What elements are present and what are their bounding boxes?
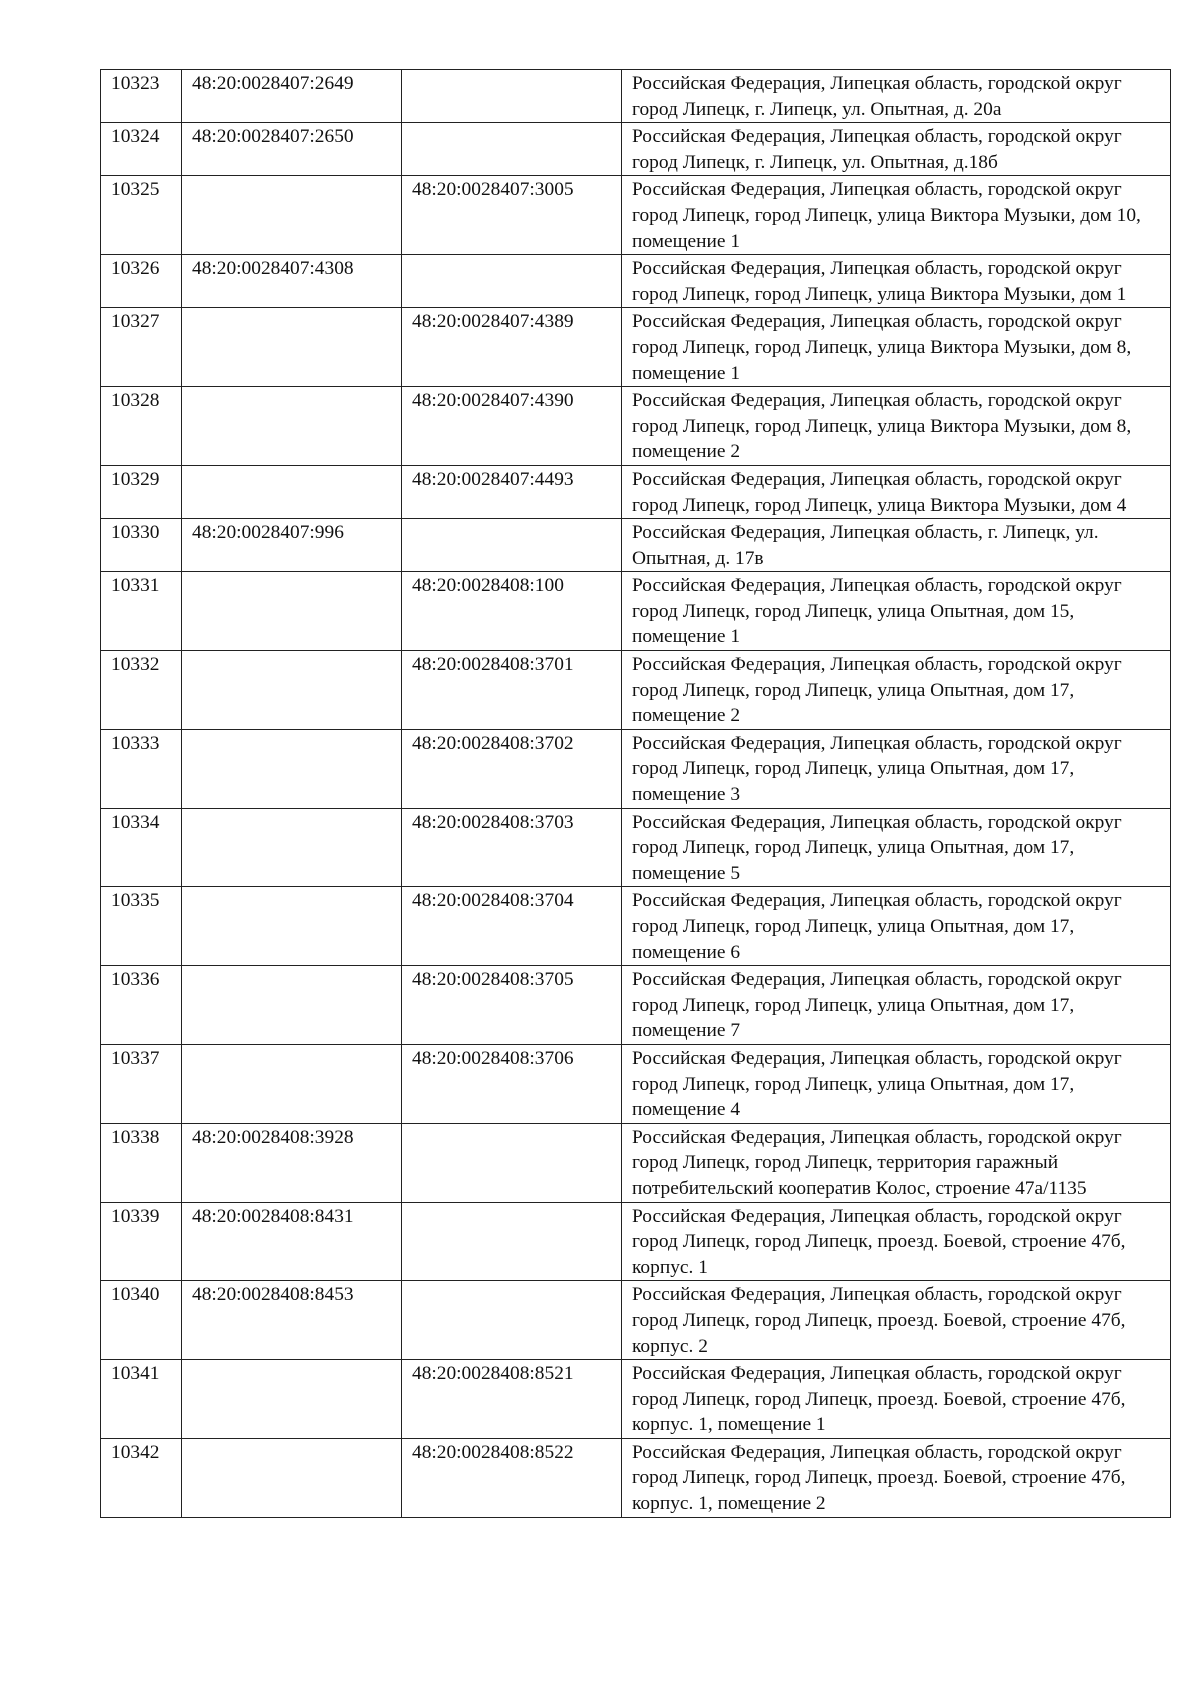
room-cadastral-number — [402, 1202, 622, 1281]
building-cadastral-number: 48:20:0028408:8453 — [182, 1281, 402, 1360]
table-row — [101, 808, 1171, 887]
address-cell: Российская Федерация, Липецкая область, городской округ город Липецк, город Липецк, улица Виктора Музыки, дом 1 — [622, 255, 1171, 308]
address-cell: Российская Федерация, Липецкая область, городской округ город Липецк, город Липецк, территория гаражный потребительский кооператив Колос, строение 47а/1135 — [622, 1123, 1171, 1202]
row-number: 10324 — [101, 123, 182, 176]
address-cell: Российская Федерация, Липецкая область, г. Липецк, ул. Опытная, д. 17в — [622, 519, 1171, 572]
row-number: 10333 — [101, 729, 182, 808]
address-cell: Российская Федерация, Липецкая область, городской округ город Липецк, г. Липецк, ул. Опытная, д.18б — [622, 123, 1171, 176]
room-cadastral-number: 48:20:0028407:4390 — [402, 387, 622, 466]
table-row — [101, 1281, 1171, 1360]
address-cell: Российская Федерация, Липецкая область, городской округ город Липецк, город Липецк, улица Виктора Музыки, дом 4 — [622, 465, 1171, 518]
address-cell: Российская Федерация, Липецкая область, городской округ город Липецк, г. Липецк, ул. Опытная, д. 20а — [622, 70, 1171, 123]
building-cadastral-number — [182, 387, 402, 466]
table-row — [101, 465, 1171, 518]
row-number: 10332 — [101, 651, 182, 730]
table-row — [101, 308, 1171, 387]
building-cadastral-number — [182, 966, 402, 1045]
building-cadastral-number — [182, 465, 402, 518]
row-number: 10327 — [101, 308, 182, 387]
table-row — [101, 1123, 1171, 1202]
room-cadastral-number: 48:20:0028408:3704 — [402, 887, 622, 966]
building-cadastral-number: 48:20:0028407:2650 — [182, 123, 402, 176]
room-cadastral-number: 48:20:0028408:8522 — [402, 1438, 622, 1517]
room-cadastral-number — [402, 255, 622, 308]
address-cell: Российская Федерация, Липецкая область, городской округ город Липецк, город Липецк, улица Опытная, дом 17, помещение 7 — [622, 966, 1171, 1045]
address-cell: Российская Федерация, Липецкая область, городской округ город Липецк, город Липецк, улица Опытная, дом 15, помещение 1 — [622, 572, 1171, 651]
room-cadastral-number — [402, 70, 622, 123]
room-cadastral-number: 48:20:0028408:3706 — [402, 1044, 622, 1123]
room-cadastral-number: 48:20:0028408:100 — [402, 572, 622, 651]
table-row — [101, 1044, 1171, 1123]
building-cadastral-number — [182, 1360, 402, 1439]
table-row — [101, 1360, 1171, 1439]
table-row — [101, 519, 1171, 572]
address-cell: Российская Федерация, Липецкая область, городской округ город Липецк, город Липецк, улица Опытная, дом 17, помещение 2 — [622, 651, 1171, 730]
row-number: 10326 — [101, 255, 182, 308]
building-cadastral-number — [182, 808, 402, 887]
room-cadastral-number — [402, 123, 622, 176]
row-number: 10339 — [101, 1202, 182, 1281]
address-cell: Российская Федерация, Липецкая область, городской округ город Липецк, город Липецк, улица Виктора Музыки, дом 8, помещение 1 — [622, 308, 1171, 387]
table-row — [101, 176, 1171, 255]
room-cadastral-number: 48:20:0028408:3705 — [402, 966, 622, 1045]
table-row — [101, 729, 1171, 808]
building-cadastral-number: 48:20:0028408:3928 — [182, 1123, 402, 1202]
building-cadastral-number — [182, 1438, 402, 1517]
room-cadastral-number: 48:20:0028408:3702 — [402, 729, 622, 808]
room-cadastral-number: 48:20:0028407:4389 — [402, 308, 622, 387]
row-number: 10328 — [101, 387, 182, 466]
building-cadastral-number: 48:20:0028407:4308 — [182, 255, 402, 308]
room-cadastral-number: 48:20:0028407:4493 — [402, 465, 622, 518]
building-cadastral-number — [182, 887, 402, 966]
building-cadastral-number — [182, 176, 402, 255]
building-cadastral-number: 48:20:0028407:996 — [182, 519, 402, 572]
row-number: 10331 — [101, 572, 182, 651]
table-row — [101, 887, 1171, 966]
address-cell: Российская Федерация, Липецкая область, городской округ город Липецк, город Липецк, улица Опытная, дом 17, помещение 4 — [622, 1044, 1171, 1123]
row-number: 10336 — [101, 966, 182, 1045]
address-cell: Российская Федерация, Липецкая область, городской округ город Липецк, город Липецк, улица Виктора Музыки, дом 10, помещение 1 — [622, 176, 1171, 255]
table-row — [101, 255, 1171, 308]
room-cadastral-number: 48:20:0028408:3703 — [402, 808, 622, 887]
row-number: 10338 — [101, 1123, 182, 1202]
table-row — [101, 123, 1171, 176]
row-number: 10342 — [101, 1438, 182, 1517]
room-cadastral-number — [402, 1281, 622, 1360]
building-cadastral-number: 48:20:0028407:2649 — [182, 70, 402, 123]
building-cadastral-number — [182, 308, 402, 387]
table-row — [101, 966, 1171, 1045]
table-row — [101, 1202, 1171, 1281]
row-number: 10334 — [101, 808, 182, 887]
table-row — [101, 387, 1171, 466]
row-number: 10340 — [101, 1281, 182, 1360]
registry-table — [100, 69, 1171, 1518]
room-cadastral-number: 48:20:0028408:8521 — [402, 1360, 622, 1439]
building-cadastral-number — [182, 729, 402, 808]
row-number: 10330 — [101, 519, 182, 572]
building-cadastral-number — [182, 1044, 402, 1123]
row-number: 10323 — [101, 70, 182, 123]
address-cell: Российская Федерация, Липецкая область, городской округ город Липецк, город Липецк, улица Опытная, дом 17, помещение 5 — [622, 808, 1171, 887]
address-cell: Российская Федерация, Липецкая область, городской округ город Липецк, город Липецк, улица Опытная, дом 17, помещение 3 — [622, 729, 1171, 808]
address-cell: Российская Федерация, Липецкая область, городской округ город Липецк, город Липецк, улица Виктора Музыки, дом 8, помещение 2 — [622, 387, 1171, 466]
room-cadastral-number: 48:20:0028408:3701 — [402, 651, 622, 730]
room-cadastral-number — [402, 1123, 622, 1202]
address-cell: Российская Федерация, Липецкая область, городской округ город Липецк, город Липецк, проезд. Боевой, строение 47б, корпус. 1, помещение 1 — [622, 1360, 1171, 1439]
row-number: 10337 — [101, 1044, 182, 1123]
table-row — [101, 70, 1171, 123]
row-number: 10341 — [101, 1360, 182, 1439]
document-page — [100, 69, 1170, 1518]
row-number: 10335 — [101, 887, 182, 966]
building-cadastral-number — [182, 572, 402, 651]
room-cadastral-number: 48:20:0028407:3005 — [402, 176, 622, 255]
row-number: 10325 — [101, 176, 182, 255]
table-row — [101, 1438, 1171, 1517]
address-cell: Российская Федерация, Липецкая область, городской округ город Липецк, город Липецк, проезд. Боевой, строение 47б, корпус. 2 — [622, 1281, 1171, 1360]
row-number: 10329 — [101, 465, 182, 518]
table-row — [101, 572, 1171, 651]
building-cadastral-number: 48:20:0028408:8431 — [182, 1202, 402, 1281]
address-cell: Российская Федерация, Липецкая область, городской округ город Липецк, город Липецк, улица Опытная, дом 17, помещение 6 — [622, 887, 1171, 966]
room-cadastral-number — [402, 519, 622, 572]
building-cadastral-number — [182, 651, 402, 730]
table-row — [101, 651, 1171, 730]
address-cell: Российская Федерация, Липецкая область, городской округ город Липецк, город Липецк, проезд. Боевой, строение 47б, корпус. 1, помещение 2 — [622, 1438, 1171, 1517]
address-cell: Российская Федерация, Липецкая область, городской округ город Липецк, город Липецк, проезд. Боевой, строение 47б, корпус. 1 — [622, 1202, 1171, 1281]
